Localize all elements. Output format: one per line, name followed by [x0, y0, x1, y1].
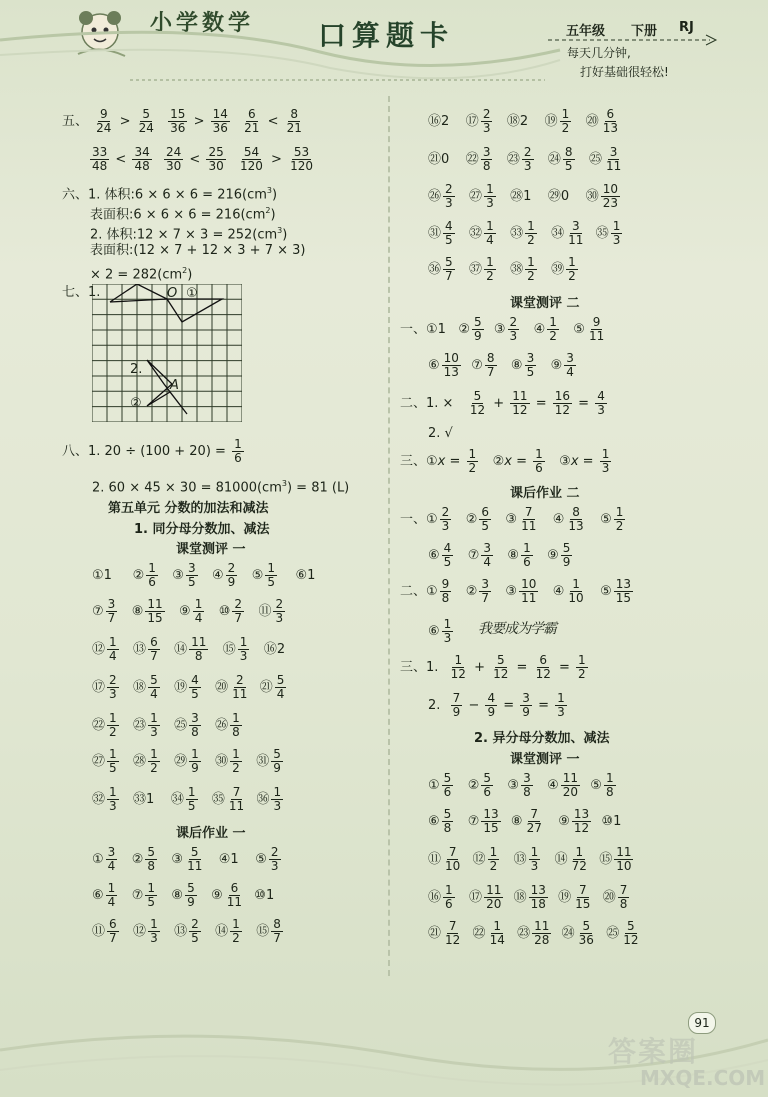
answer-row: ⑥ $\frac{1}{3}$: [428, 617, 452, 645]
answer-row: ⑦ $\frac{3}{7}$ ⑧ $\frac{11}{15}$ ⑨ $\frac{1}{4}$ ⑩ $\frac{2}{7}$ ⑪ $\frac{2}{3}$: [92, 597, 284, 625]
answer-row: ㉒ $\frac{1}{2}$ ㉓ $\frac{1}{3}$ ㉕ $\frac{3}{8}$ ㉖ $\frac{1}{8}$: [92, 711, 240, 739]
answer-row: ⑯ $\frac{1}{6}$ ⑰ $\frac{11}{20}$ ⑱ $\frac{13}{18}$ ⑲ $\frac{7}{15}$ ⑳ $\frac{7}{8}$: [428, 883, 628, 911]
section-3b-line2: 2. $\frac{7}{9}$ − $\frac{4}{9}$ = $\frac{3}{9}$ = $\frac{1}{3}$: [428, 691, 565, 719]
homework-1-title: 课后作业 一: [176, 826, 246, 841]
section-7-part2-label: 2.: [130, 362, 143, 377]
answer-row: ㉑0 ㉒ $\frac{3}{8}$ ㉓ $\frac{2}{3}$ ㉔ $\frac{8}{5}$ ㉕ $\frac{3}{11}$: [428, 145, 622, 173]
section-6-line2: 表面积:6 × $6 \times 6 = 216(cm^2)$: [90, 206, 276, 223]
term-label: 下册: [631, 24, 658, 39]
shape-2-label: ②: [130, 396, 142, 411]
watermark-url: MXQE.COM: [640, 1066, 766, 1090]
answer-row: ⑥ $\frac{5}{8}$ ⑦ $\frac{13}{15}$ ⑧ $\frac{7}{27}$ ⑨ $\frac{13}{12}$ ⑩1: [428, 807, 622, 835]
answer-row: ① $\frac{5}{6}$ ② $\frac{5}{6}$ ③ $\frac{3}{8}$ ④ $\frac{11}{20}$ ⑤ $\frac{1}{8}$: [428, 771, 614, 799]
class-test-1-title: 课堂测评 一: [176, 542, 246, 557]
section-5-row2: $\frac{33}{48}$ < $\frac{34}{48}$ $\frac{24}{30}$ < $\frac{25}{30}$ $\frac{54}{120}$ > $\frac{53}{120}$: [92, 145, 313, 173]
unit-title: 第五单元 分数的加法和减法: [108, 501, 269, 516]
answer-row: ⑪ $\frac{6}{7}$ ⑫ $\frac{1}{3}$ ⑬ $\frac{2}{5}$ ⑭ $\frac{1}{2}$ ⑮ $\frac{8}{7}$: [92, 917, 281, 945]
section-6-line4: 表面积:(12 × 7 + 12 × 3 + 7 × 3): [90, 243, 306, 258]
answer-row: ⑯2 ⑰ $\frac{2}{3}$ ⑱2 ⑲ $\frac{1}{2}$ ⑳ $\frac{6}{13}$: [428, 107, 618, 135]
section-2-line1: 二、1. × $\frac{5}{12}$ + $\frac{11}{12}$ = $\frac{16}{12}$ = $\frac{4}{3}$: [400, 389, 605, 417]
answer-row: ⑥ $\frac{1}{4}$ ⑦ $\frac{1}{5}$ ⑧ $\frac{5}{9}$ ⑨ $\frac{6}{11}$ ⑩1: [92, 881, 275, 909]
card-title: 口算题卡: [318, 19, 455, 52]
page-number: 91: [688, 1012, 716, 1034]
section-3-line: 三、①x = $\frac{1}{2}$ ②x = $\frac{1}{6}$ ③x = $\frac{1}{3}$: [400, 447, 610, 475]
answer-row: ㉑ $\frac{7}{12}$ ㉒ $\frac{1}{14}$ ㉓ $\frac{11}{28}$ ㉔ $\frac{5}{36}$ ㉕ $\frac{5}{12}$: [428, 919, 639, 947]
graph-grid: [92, 284, 242, 422]
class-test-2-title: 课堂测评 二: [510, 296, 580, 311]
page-header: [0, 0, 768, 92]
section-6-line1: 六、1. 体积:6 × $6 \times 6 = 216(cm^3)$: [62, 186, 278, 203]
slogan-line2: 打好基础很轻松!: [580, 65, 669, 79]
lesson-2-title: 2. 异分母分数加、减法: [474, 731, 610, 746]
answer-row: ① $\frac{3}{4}$ ② $\frac{5}{8}$ ③ $\frac{5}{11}$ ④1 ⑤ $\frac{2}{3}$: [92, 845, 279, 873]
answer-row: ㉖ $\frac{2}{3}$ ㉗ $\frac{1}{3}$ ㉘1 ㉙0 ㉚ $\frac{10}{23}$: [428, 182, 618, 210]
answer-row: ⑥ $\frac{4}{5}$ ⑦ $\frac{3}{4}$ ⑧ $\frac{1}{6}$ ⑨ $\frac{5}{9}$: [428, 541, 571, 569]
homework-2-title: 课后作业 二: [510, 486, 580, 501]
point-a-label: A: [170, 378, 179, 393]
section-3b-line1: 三、1. $\frac{1}{12}$ + $\frac{5}{12}$ = $\frac{6}{12}$ = $\frac{1}{2}$: [400, 653, 586, 681]
answer-row: ⑫ $\frac{1}{4}$ ⑬ $\frac{6}{7}$ ⑭ $\frac{11}{8}$ ⑮ $\frac{1}{3}$ ⑯2: [92, 635, 286, 663]
section-7-label: 七、1.: [62, 285, 101, 300]
point-o-label: O: [167, 286, 178, 301]
answer-row: ⑪ $\frac{7}{10}$ ⑫ $\frac{1}{2}$ ⑬ $\frac{1}{3}$ ⑭ $\frac{1}{72}$ ⑮ $\frac{11}{10}$: [428, 845, 632, 873]
answer-row: ⑰ $\frac{2}{3}$ ⑱ $\frac{5}{4}$ ⑲ $\frac{4}{5}$ ⑳ $\frac{2}{11}$ ㉑ $\frac{5}{4}$: [92, 673, 285, 701]
section-8-line2: 2. $60 \times 45 \times 30 = 81000(cm^3) = 81$ (L): [92, 479, 350, 496]
answer-row: ㉛ $\frac{4}{5}$ ㉜ $\frac{1}{4}$ ㉝ $\frac{1}{2}$ ㉞ $\frac{3}{11}$ ㉟ $\frac{1}{3}$: [428, 219, 621, 247]
lesson-1-title: 1. 同分母分数加、减法: [134, 522, 270, 537]
section-2-line2: 2. √: [428, 426, 453, 441]
answer-row: 一、①1 ② $\frac{5}{9}$ ③ $\frac{2}{3}$ ④ $\frac{1}{2}$ ⑤ $\frac{9}{11}$: [400, 315, 605, 343]
section-5-row1: 五、 $\frac{9}{24}$ > $\frac{5}{24}$ $\frac{15}{36}$ > $\frac{14}{36}$ $\frac{6}{21}$ < $\frac{8}{21}$: [62, 107, 302, 135]
slogan-line1: 每天几分钟,: [567, 46, 631, 60]
section-8-line1: 八、1. 20 ÷ (100 + 20) = $\frac{1}{6}$: [62, 437, 242, 465]
answer-row: ㊱ $\frac{5}{7}$ ㊲ $\frac{1}{2}$ ㊳ $\frac{1}{2}$ ㊴ $\frac{1}{2}$: [428, 255, 576, 283]
answer-row: 一、① $\frac{2}{3}$ ② $\frac{6}{5}$ ③ $\frac{7}{11}$ ④ $\frac{8}{13}$ ⑤ $\frac{1}{2}$: [400, 505, 624, 533]
section-6-line5: × $2 = 282(cm^2)$: [90, 266, 193, 283]
shape-1-label: ①: [186, 286, 198, 301]
class-test-3-title: 课堂测评 一: [510, 752, 580, 767]
watermark-logo: 答案圈: [608, 1035, 699, 1068]
answer-row: 二、① $\frac{9}{8}$ ② $\frac{3}{7}$ ③ $\frac{10}{11}$ ④ $\frac{1}{10}$ ⑤ $\frac{13}{15}$: [400, 577, 632, 605]
handwritten-note: 我要成为学霸: [478, 621, 556, 637]
answer-row: ①1 ② $\frac{1}{6}$ ③ $\frac{3}{5}$ ④ $\frac{2}{9}$ ⑤ $\frac{1}{5}$ ⑥1: [92, 561, 316, 589]
grade-label: 五年级: [566, 24, 606, 39]
column-divider: [388, 96, 390, 976]
answer-row: ㉜ $\frac{1}{3}$ ㉝1 ㉞ $\frac{1}{5}$ ㉟ $\frac{7}{11}$ ㊱ $\frac{1}{3}$: [92, 785, 282, 813]
version-label: RJ: [679, 20, 694, 35]
section-6-line3: 2. 体积:12 × $7 \times 3 = 252(cm^3)$: [90, 226, 288, 243]
answer-row: ⑥ $\frac{10}{13}$ ⑦ $\frac{8}{7}$ ⑧ $\frac{3}{5}$ ⑨ $\frac{3}{4}$: [428, 351, 574, 379]
subject-title: 小学数学: [150, 10, 255, 36]
answer-row: ㉗ $\frac{1}{5}$ ㉘ $\frac{1}{2}$ ㉙ $\frac{1}{9}$ ㉚ $\frac{1}{2}$ ㉛ $\frac{5}{9}$: [92, 747, 281, 775]
